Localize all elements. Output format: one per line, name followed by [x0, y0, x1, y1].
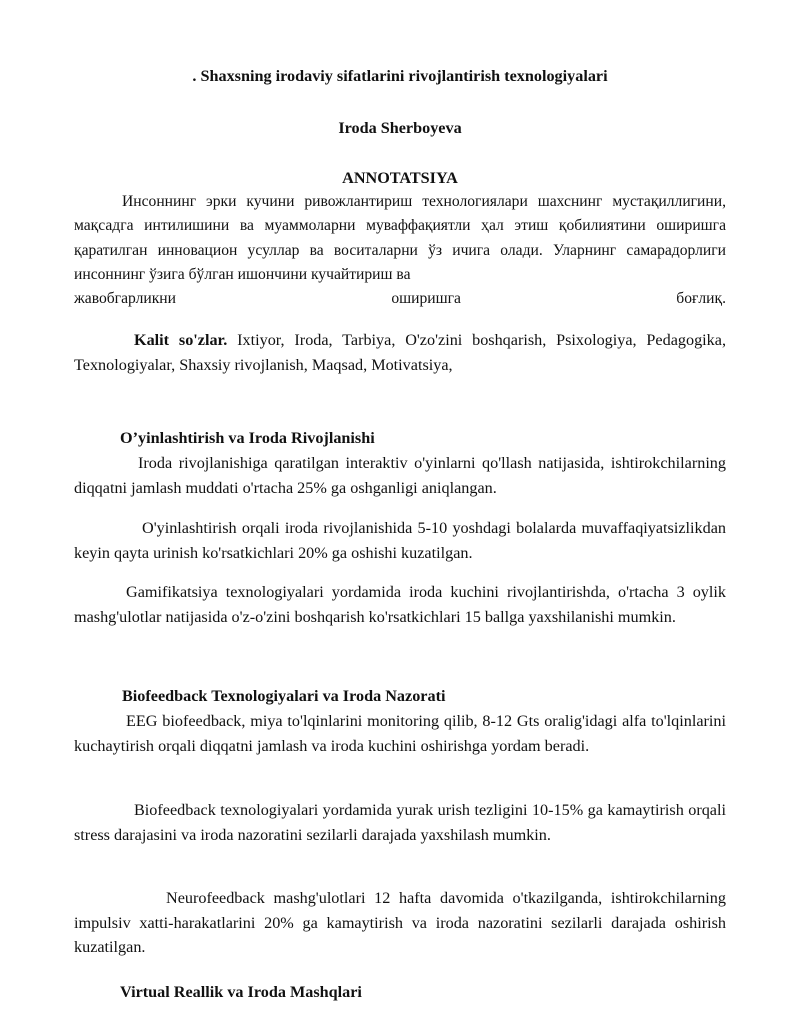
author-name: Iroda Sherboyeva	[338, 119, 462, 137]
paragraph-text: Neurofeedback mashg'ulotlari 12 hafta davomida o'tkazilganda, ishtirokchilarning impulsiv xatti-harakatlarini 20% ga kamaytirish va iroda nazoratini sezilarli darajada oshirish kuzatilgan.	[74, 889, 726, 956]
section-paragraph	[74, 798, 726, 847]
keywords-paragraph	[74, 328, 726, 377]
paragraph-text: EEG biofeedback, miya to'lqinlarini monitoring qilib, 8-12 Gts oralig'idagi alfa to'lqinlarini kuchaytirish orqali diqqatni jamlash va iroda kuchini oshirishga yordam beradi.	[74, 712, 726, 755]
section-paragraph	[74, 709, 726, 758]
keywords-label: Kalit so'zlar.	[134, 331, 228, 349]
abstract-paragraph	[74, 190, 726, 288]
abstract-word: оширишга	[391, 290, 461, 307]
section-heading: O’yinlashtirish va Iroda Rivojlanishi	[120, 429, 375, 447]
section-heading: Virtual Reallik va Iroda Mashqlari	[120, 983, 362, 1001]
abstract-text: Инсоннинг эрки кучини ривожлантириш технологиялари шахснинг мустақиллигини, мақсадга интилишини ва муаммоларни муваффақиятли ҳал этиш қобилиятини оширишга қаратилган инновацион усуллар ва воситаларни ўз ичига олади. Уларнинг самарадорлиги инсоннинг ўзига бўлган ишончини кучайтириш ва	[74, 193, 726, 284]
paragraph-text: Gamifikatsiya texnologiyalari yordamida iroda kuchini rivojlantirishda, o'rtacha 3 oylik mashg'ulotlar natijasida o'z-o'zini boshqarish ko'rsatkichlari 15 ballga yaxshilanishi mumkin.	[74, 583, 726, 626]
document-title: . Shaxsning irodaviy sifatlarini rivojlantirish texnologiyalari	[192, 67, 608, 85]
abstract-word: боғлиқ.	[676, 290, 726, 307]
section-heading: Biofeedback Texnologiyalari va Iroda Nazorati	[122, 687, 446, 705]
paragraph-text: O'yinlashtirish orqali iroda rivojlanishida 5-10 yoshdagi bolalarda muvaffaqiyatsizlikdan keyin qayta urinish ko'rsatkichlari 20% ga oshishi kuzatilgan.	[74, 519, 726, 562]
abstract-word: жавобгарликни	[74, 290, 176, 307]
section-paragraph	[74, 580, 726, 629]
paragraph-text: Iroda rivojlanishiga qaratilgan interaktiv o'yinlarni qo'llash natijasida, ishtirokchilarning diqqatni jamlash muddati o'rtacha 25% ga oshganligi aniqlangan.	[74, 454, 726, 497]
keywords-list: Ixtiyor, Iroda, Tarbiya, O'zo'zini boshqarish, Psixologiya, Pedagogika, Texnologiyalar, Shaxsiy rivojlanish, Maqsad, Motivatsiya,	[74, 331, 726, 374]
section-paragraph	[74, 516, 726, 565]
section-paragraph	[74, 451, 726, 500]
section-paragraph	[74, 886, 726, 960]
paragraph-text: Biofeedback texnologiyalari yordamida yurak urish tezligini 10-15% ga kamaytirish orqali stress darajasini va iroda nazoratini sezilarli darajada yaxshilash mumkin.	[74, 801, 726, 844]
abstract-last-line	[74, 287, 726, 311]
annotation-heading: ANNOTATSIYA	[342, 169, 458, 187]
